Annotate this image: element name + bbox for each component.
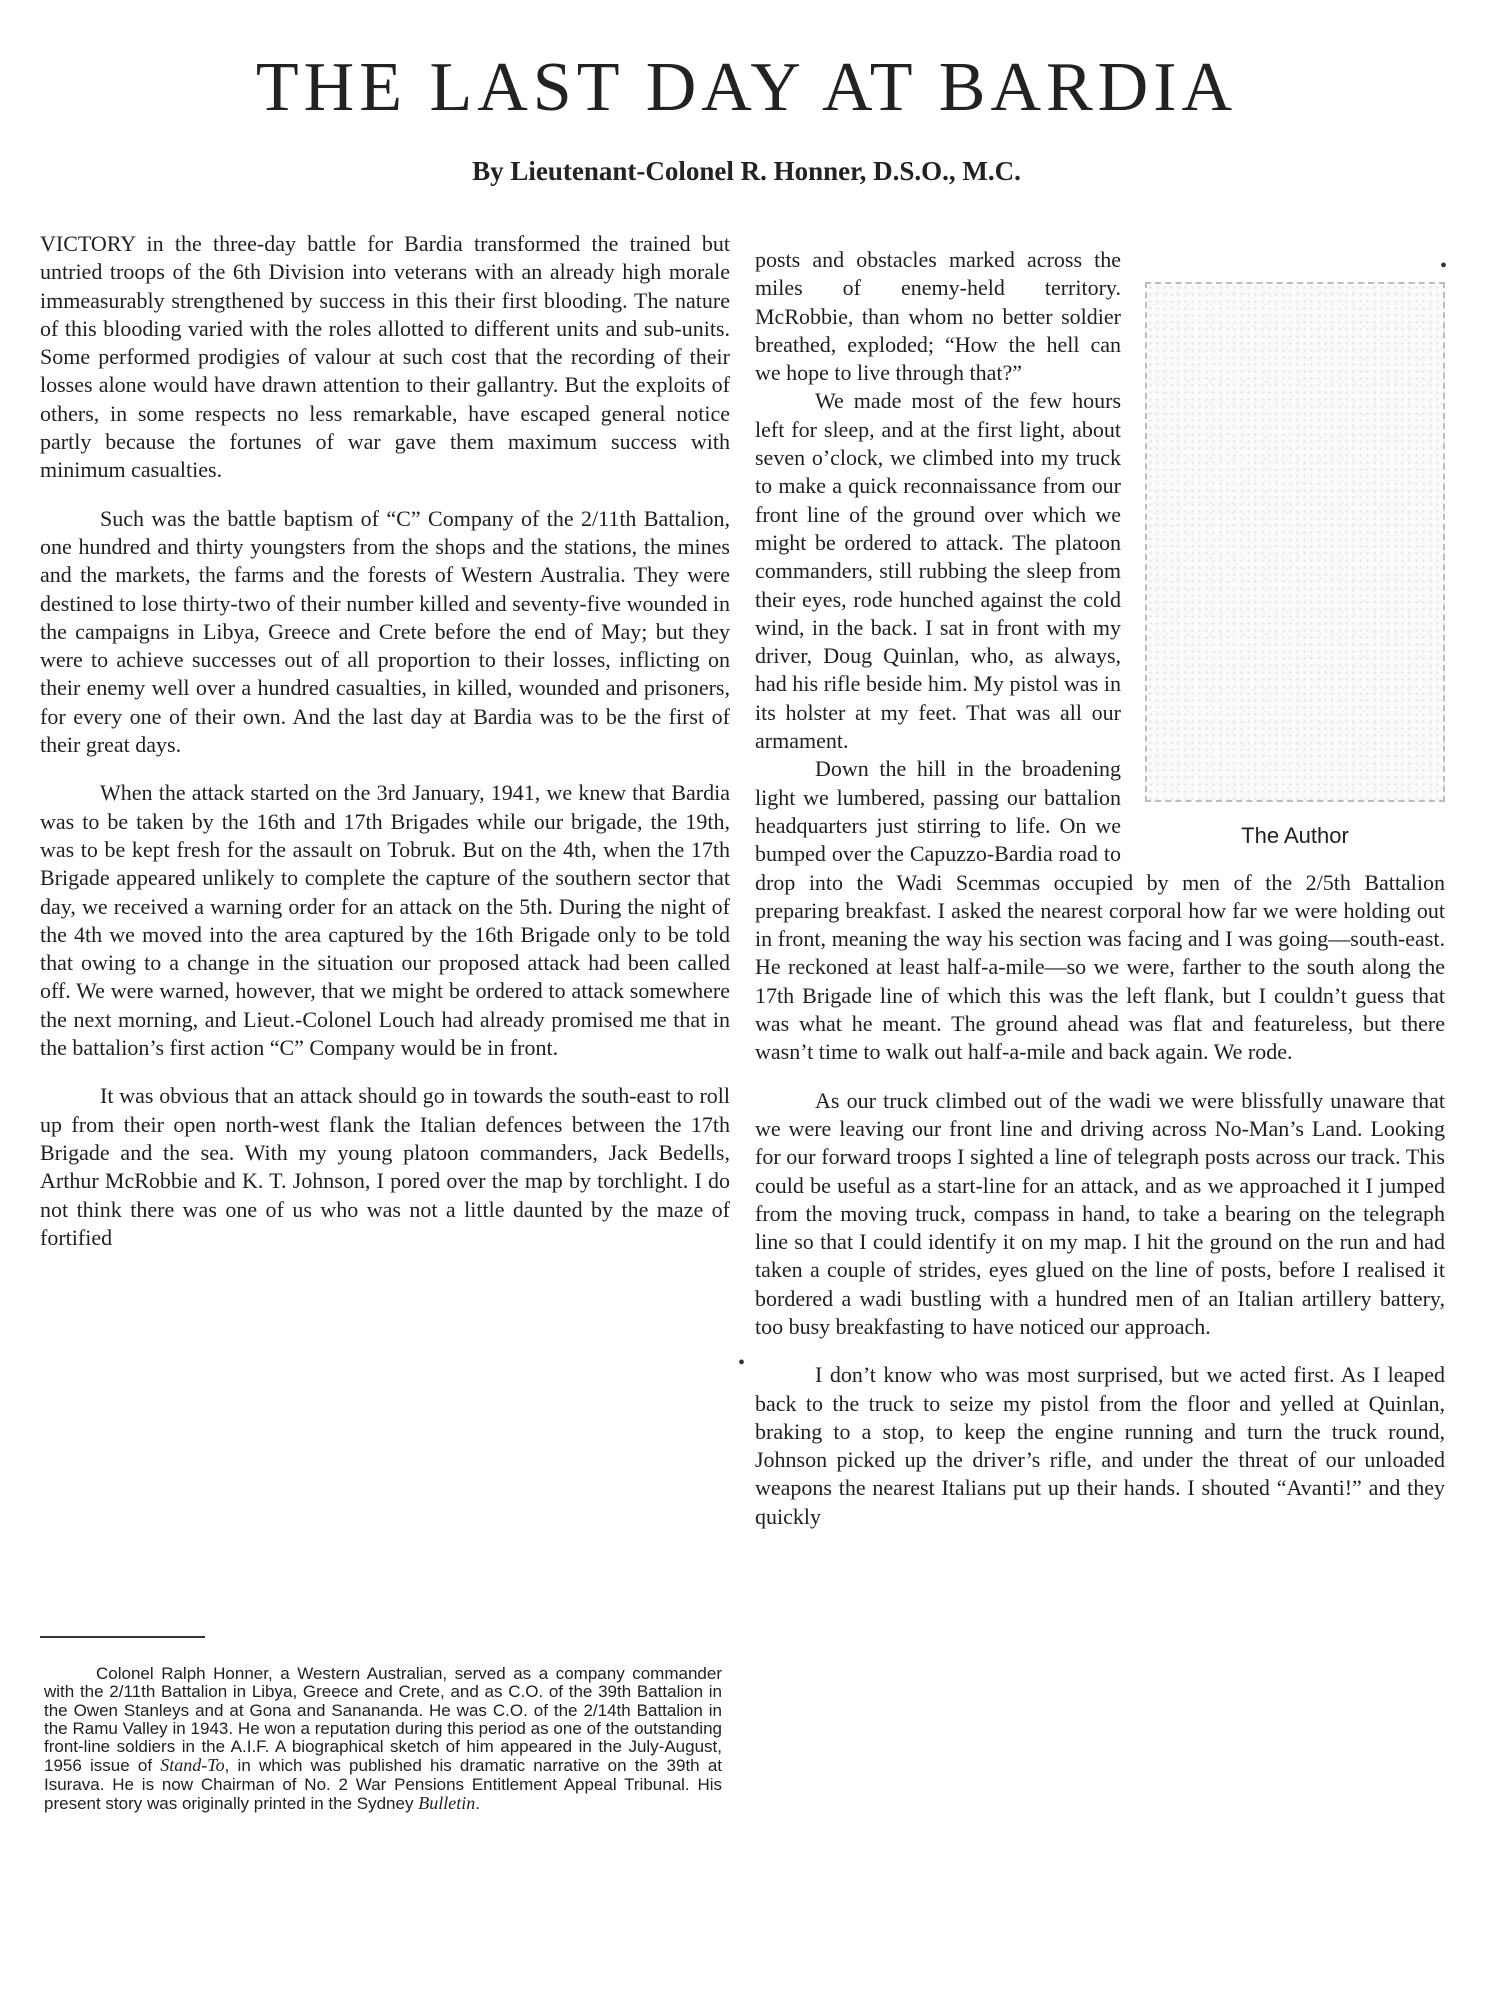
paragraph: posts and obstacles marked across the miles of enemy-held territory. McRobbie, than whom no better soldier breathed, exploded; “How the hell can we hope to live through that?” (755, 247, 1121, 386)
left-column (40, 230, 730, 1252)
footnote-newspaper: Bulletin (418, 1793, 476, 1814)
author-photo-image (1145, 282, 1445, 802)
paragraph: As our truck climbed out of the wadi we were blissfully unaware that we were leaving our front line and driving across No-Man’s Land. Looking for our forward troops I sighted a line of telegraph posts across our track. This could be useful as a start-line for an attack, and as we approached it I jumped from the moving truck, compass in hand, to take a bearing on the telegraph line so that I could identify it on my map. I hit the ground on the run and had taken a couple of strides, eyes glued on the line of posts, before I realised it bordered a wadi bustling with a hundred men of an Italian artillery battery, too busy breakfasting to have noticed our approach. (755, 1087, 1445, 1339)
paragraph: Such was the battle baptism of “C” Company of the 2/11th Battalion, one hundred and thirty youngsters from the shops and the stations, the mines and the markets, the farms and the forests of Western Australia. They were destined to lose thirty-two of their number killed and seventy-five wounded in the campaigns in Libya, Greece and Crete before the end of May; but they were to achieve successes out of all proportion to their losses, inflicting on their enemy well over a hundred casualties, in killed, wounded and prisoners, for every one of their own. And the last day at Bardia was to be the first of their great days. (40, 505, 730, 758)
paragraph: When the attack started on the 3rd January, 1941, we knew that Bardia was to be taken by the 16th and 17th Brigades while our brigade, the 19th, was to be kept fresh for the assault on Tobruk. But on the 4th, when the 17th Brigade appeared unlikely to complete the capture of the southern sector that day, we received a warning order for an attack on the 5th. During the night of the 4th we moved into the area captured by the 16th Brigade only to be told that owing to a change in the situation our proposed attack had been called off. We were warned, however, that we might be ordered to attack somewhere the next morning, and Lieut.-Colonel Louch had already promised me that in the battalion’s first action “C” Company would be in front. (40, 780, 730, 1061)
article-byline: By Lieutenant-Colonel R. Honner, D.S.O., M.C. (472, 156, 1021, 186)
author-footnote (44, 1665, 722, 1813)
footnote-divider (40, 1636, 205, 1638)
author-photo (1145, 282, 1445, 848)
print-speck: • (738, 1352, 746, 1374)
right-column (755, 246, 1448, 1531)
footnote-journal: Stand-To (160, 1755, 225, 1776)
footnote-text: . (475, 1794, 480, 1814)
footnote-text: Colonel Ralph Honner, a Western Australian, served as a company commander with the 2/11th Battalion in Libya, Greece and Crete, and as C.O. of the 39th Battalion in the Owen Stanleys and at Gona and Sanananda. He was C.O. of the 2/14th Battalion in the Ramu Valley in 1943. He won a reputation during this period as one of the outstanding front-line soldiers in the A.I.F. A biographical sketch of him appeared in the July-August, 1956 issue of (44, 1664, 722, 1776)
paragraph: I don’t know who was most surprised, but we acted first. As I leaped back to the truck to seize my pistol from the floor and yelled at Quinlan, braking to a stop, to keep the engine running and turn the truck round, Johnson picked up the driver’s rifle, and under the threat of our unloaded weapons the nearest Italians put up their hands. I shouted “Avanti!” and they quickly (755, 1362, 1445, 1529)
paragraph: It was obvious that an attack should go in towards the south-east to roll up from their open north-west flank the Italian defences between the 17th Brigade and the sea. With my young platoon commanders, Jack Bedells, Arthur McRobbie and K. T. Johnson, I pored over the map by torchlight. I do not think there was one of us who was not a little daunted by the maze of fortified (40, 1083, 730, 1250)
article-title: THE LAST DAY AT BARDIA (255, 49, 1238, 126)
paragraph: We made most of the few hours left for sleep, and at the first light, about seven o’clock, we climbed into my truck to make a quick reconnaissance from our front line of the ground over which we might be ordered to attack. The platoon commanders, still rubbing the sleep from their eyes, rode hunched against the cold wind, in the back. I sat in front with my driver, Doug Quinlan, who, as always, had his rifle beside him. My pistol was in its holster at my feet. That was all our armament. (755, 388, 1121, 754)
photo-caption: The Author (1241, 823, 1349, 848)
paragraph: Down the hill in the broadening light we lumbered, passing our battalion headquarters just stirring to life. On we bumped over the Capuzzo-Bardia road to drop into the Wadi Scemmas occupied by men of the 2/5th Battalion preparing breakfast. I asked the nearest corporal how far we were holding out in front, meaning the way his section was facing and I was going—south-east. He reckoned at least half-a-mile—so we were, farther to the south along the 17th Brigade line of which this was the left flank, but I couldn’t guess that was what he meant. The ground ahead was flat and featureless, but there wasn’t time to walk out half-a-mile and back again. We rode. (755, 756, 1445, 1065)
paragraph: VICTORY in the three-day battle for Bardia transformed the trained but untried troops of the 6th Division into veterans with an already high morale immeasurably strengthened by success in this their first blooding. The nature of this blooding varied with the roles allotted to different units and sub-units. Some performed prodigies of valour at such cost that the recording of their losses alone would have drawn attention to their gallantry. But the exploits of others, in some respects no less remarkable, have escaped general notice partly because the fortunes of war gave them maximum success with minimum casualties. (40, 231, 730, 483)
print-speck: • (1440, 255, 1448, 277)
footnote-text: , in which was published his dramatic narrative on the 39th at Isurava. He is now Chairman of No. 2 War Pensions Entitlement Appeal Tribunal. His present story was originally printed in the Sydney (44, 1756, 723, 1814)
